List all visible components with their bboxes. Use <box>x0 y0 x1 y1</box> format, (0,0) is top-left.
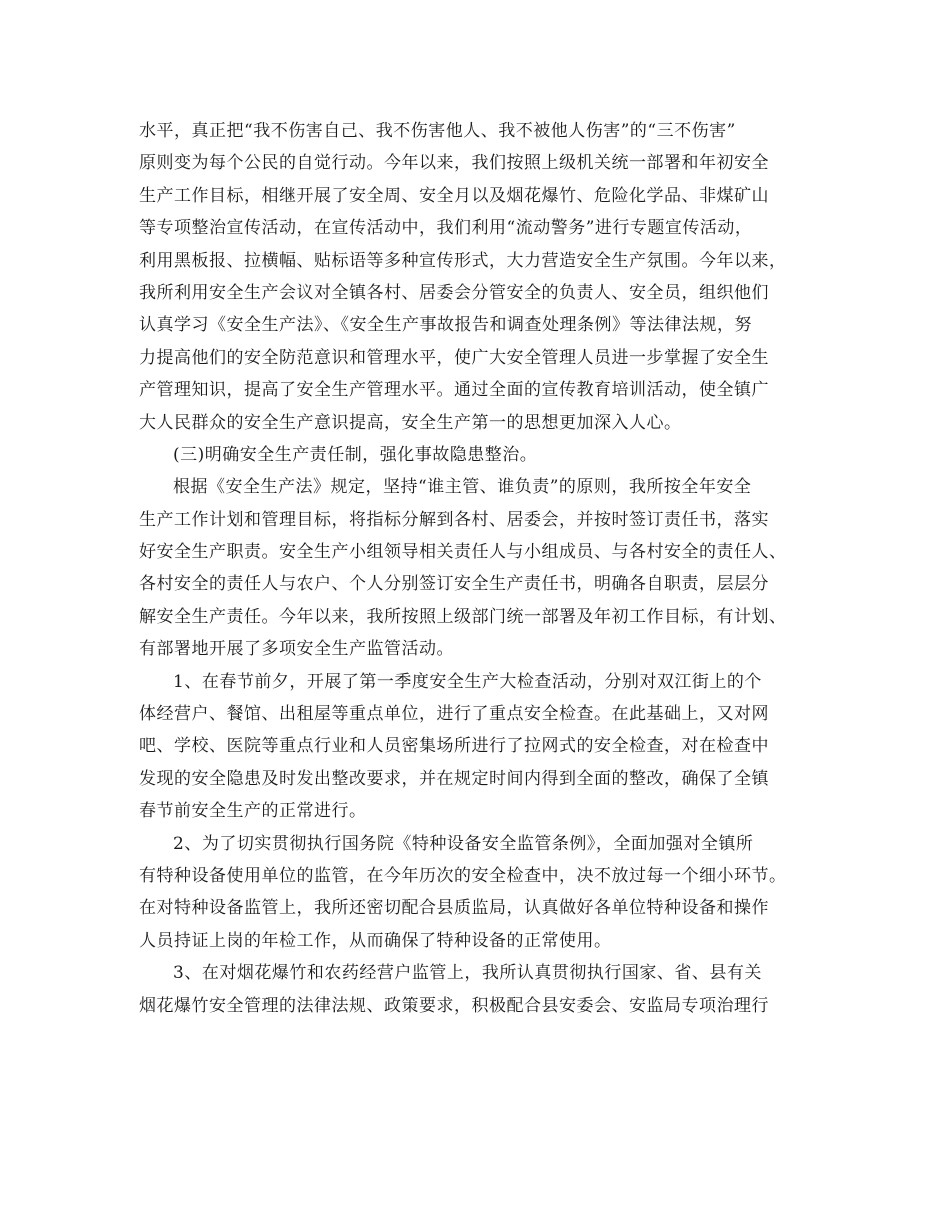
text-line: 有特种设备使用单位的监管，在今年历次的安全检查中，决不放过每一个细小环节。 <box>139 865 787 886</box>
section-heading: (三)明确安全生产责任制，强化事故隐患整治。 <box>173 444 538 465</box>
document-body <box>139 115 829 1022</box>
text-line: 大人民群众的安全生产意识提高，安全生产第一的思想更加深入人心。 <box>139 412 682 433</box>
text-line: 各村安全的责任人与农户、个人分别签订安全生产责任书，明确各自职责，层层分 <box>139 574 769 595</box>
text-line: 发现的安全隐患及时发出整改要求，并在规定时间内得到全面的整改，确保了全镇 <box>139 768 769 789</box>
text-line: 烟花爆竹安全管理的法律法规、政策要求，积极配合县安委会、安监局专项治理行 <box>139 995 769 1016</box>
paragraph-start-line: 1、在春节前夕，开展了第一季度安全生产大检查活动，分别对双江街上的个 <box>173 671 762 692</box>
paragraph-start-line: 3、在对烟花爆竹和农药经营户监管上，我所认真贯彻执行国家、省、县有关 <box>173 963 762 984</box>
text-line: 解安全生产责任。今年以来，我所按照上级部门统一部署及年初工作目标，有计划、 <box>139 606 787 627</box>
paragraph-start-line: 根据《安全生产法》规定，坚持“谁主管、谁负责”的原则，我所按全年安全 <box>173 477 752 498</box>
text-line: 利用黑板报、拉横幅、贴标语等多种宣传形式，大力营造安全生产氛围。今年以来， <box>139 250 787 271</box>
text-line: 等专项整治宣传活动，在宣传活动中，我们利用“流动警务”进行专题宣传活动， <box>139 218 753 239</box>
text-line: 吧、学校、医院等重点行业和人员密集场所进行了拉网式的安全检查，对在检查中 <box>139 736 769 757</box>
text-line: 有部署地开展了多项安全生产监管活动。 <box>139 639 454 660</box>
text-line: 生产工作计划和管理目标，将指标分解到各村、居委会，并按时签订责任书，落实 <box>139 509 769 530</box>
text-line: 产管理知识，提高了安全生产管理水平。通过全面的宣传教育培训活动，使全镇广 <box>139 380 769 401</box>
text-line: 原则变为每个公民的自觉行动。今年以来，我们按照上级机关统一部署和年初安全 <box>139 153 769 174</box>
text-line: 生产工作目标，相继开展了安全周、安全月以及烟花爆竹、危险化学品、非煤矿山 <box>139 185 769 206</box>
text-line: 水平，真正把“我不伤害自己、我不伤害他人、我不被他人伤害”的“三不伤害” <box>139 121 736 141</box>
text-line: 好安全生产职责。安全生产小组领导相关责任人与小组成员、与各村安全的责任人、 <box>139 542 787 563</box>
text-line: 春节前安全生产的正常进行。 <box>139 801 367 822</box>
text-line: 力提高他们的安全防范意识和管理水平，使广大安全管理人员进一步掌握了安全生 <box>139 347 769 368</box>
text-line: 体经营户、餐馆、出租屋等重点单位，进行了重点安全检查。在此基础上，又对网 <box>139 704 769 725</box>
text-line: 在对特种设备监管上，我所还密切配合县质监局，认真做好各单位特种设备和操作 <box>139 898 769 919</box>
paragraph-start-line: 2、为了切实贯彻执行国务院《特种设备安全监管条例》，全面加强对全镇所 <box>173 833 754 854</box>
text-line: 人员持证上岗的年检工作，从而确保了特种设备的正常使用。 <box>139 930 612 951</box>
text-line: 认真学习《安全生产法》、《安全生产事故报告和调查处理条例》等法律法规，努 <box>139 315 752 336</box>
text-line: 我所利用安全生产会议对全镇各村、居委会分管安全的负责人、安全员，组织他们 <box>139 282 769 303</box>
